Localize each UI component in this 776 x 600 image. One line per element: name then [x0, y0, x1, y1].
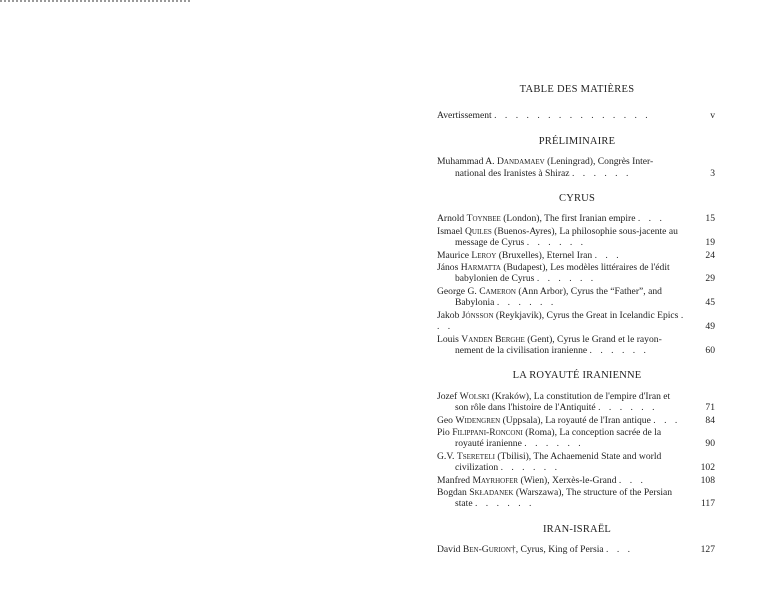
section-heading: PRÉLIMINAIRE — [538, 135, 616, 147]
page-number: 108 — [700, 474, 715, 486]
page-number: 117 — [700, 498, 715, 510]
entry-title: (Reykjavik), Cyrus the Great in Icelandic Epics — [493, 309, 679, 321]
page-number: 24 — [705, 249, 715, 261]
leader-dots: . . . — [653, 414, 681, 426]
entry-title: (Bruxelles), Eternel Iran — [496, 249, 593, 261]
toc-entry — [437, 250, 717, 261]
entry-title: (Kraków), La constitution de l'empire d'Iran et — [489, 390, 671, 402]
author-first-name: G.V. — [437, 450, 457, 462]
leader-dots: . . . . . . — [475, 498, 535, 510]
page-number: 71 — [705, 402, 715, 414]
author-surname: Vanden Berghe — [461, 333, 525, 345]
author-surname: Tsereteli — [456, 450, 495, 462]
page-number: 84 — [705, 414, 715, 426]
toc-entry — [437, 475, 717, 486]
page-number: 45 — [705, 297, 715, 309]
entry-title: (Roma), La conception sacrée de la — [522, 426, 662, 438]
author-first-name: Jakob — [437, 309, 462, 321]
toc-entry — [437, 334, 717, 357]
leader-dots: . . . . . . — [536, 273, 597, 285]
entry-label: Avertissement — [437, 110, 492, 122]
table-of-contents — [437, 84, 717, 557]
entry-title: (Tbilisi), The Achaemenid State and world — [494, 450, 662, 462]
entry-title: (Warszawa), The structure of the Persian — [513, 486, 673, 498]
page-number: 102 — [700, 462, 715, 474]
author-first-name: Arnold — [437, 213, 467, 225]
entry-title: (Leningrad), Congrès Inter- — [544, 156, 654, 168]
author-first-name: Jozef — [437, 390, 460, 402]
leader-dots: . . . — [437, 309, 687, 333]
leader-dots: . . . . . . — [526, 237, 587, 249]
toc-entry — [437, 156, 717, 179]
page-number: 49 — [705, 321, 715, 333]
author-surname: Dandamaev — [496, 156, 545, 168]
entry-title: (Gent), Cyrus le Grand et le rayon- — [524, 333, 662, 345]
page-title: TABLE DES MATIÈRES — [519, 84, 635, 95]
entry-title-continued: state — [455, 498, 473, 510]
page-number: 19 — [705, 237, 715, 249]
entry-title-continued: royauté iranienne — [455, 438, 522, 450]
toc-entry — [437, 391, 717, 414]
page-number: v — [710, 110, 715, 122]
section-heading: LA ROYAUTÉ IRANIENNE — [512, 370, 642, 382]
author-surname: Mayrhofer — [472, 474, 519, 486]
author-surname: Ben-Gurion — [462, 544, 511, 556]
entry-title-continued: nement de la civilisation iranienne — [455, 344, 588, 356]
author-first-name: Louis — [437, 333, 462, 345]
author-surname: Cameron — [479, 285, 516, 297]
author-surname: Jónsson — [461, 309, 494, 321]
entry-title: (London), The first Iranian empire — [500, 213, 636, 225]
entry-title-continued: Babylonia — [455, 297, 495, 309]
sections-container — [437, 136, 717, 556]
author-first-name: Manfred — [437, 474, 473, 486]
author-surname: Toynbee — [466, 213, 501, 225]
toc-entry — [437, 226, 717, 249]
toc-entry — [437, 427, 717, 450]
leader-dots: . . . — [594, 249, 622, 261]
page-number: 3 — [710, 167, 715, 179]
entry-title-continued: babylonien de Cyrus — [455, 273, 535, 285]
author-first-name: Ismael — [437, 225, 465, 237]
toc-entry — [437, 213, 717, 224]
entry-title: †, Cyrus, King of Persia — [510, 544, 604, 556]
leader-dots: . . . . . . — [524, 438, 584, 450]
entry-title-continued: national des Iranistes à Shiraz — [455, 167, 570, 179]
author-surname: Widengren — [455, 414, 501, 426]
leader-dots: . . . . . . — [496, 297, 557, 309]
author-surname: Harmatta — [460, 262, 501, 274]
page-number: 60 — [705, 344, 715, 356]
author-surname: Quiles — [464, 225, 492, 237]
leader-dots: . . . . . . — [500, 462, 560, 474]
leader-dots: . . . . . . . . . . . . . . . — [494, 110, 651, 122]
author-first-name: David — [437, 544, 463, 556]
top-edge-line — [0, 0, 190, 4]
leader-dots: . . . — [637, 213, 665, 225]
entry-title-continued: son rôle dans l'histoire de l'Antiquité — [455, 402, 596, 414]
entry-title-continued: civilization — [455, 462, 499, 474]
author-first-name: Pio — [437, 426, 453, 438]
entry-title: (Wien), Xerxès-le-Grand — [518, 474, 617, 486]
author-surname: Składanek — [469, 486, 514, 498]
entry-title: (Budapest), Les modèles littéraires de l'édit — [500, 262, 670, 274]
entry-title: (Ann Arbor), Cyrus the “Father”, and — [515, 285, 662, 297]
toc-entry — [437, 262, 717, 285]
author-surname: Filippani-Ronconi — [452, 426, 523, 438]
entry-title-continued: message de Cyrus — [455, 237, 525, 249]
author-first-name: Bogdan — [437, 486, 470, 498]
toc-entry — [437, 286, 717, 309]
author-first-name: George G. — [437, 285, 480, 297]
author-first-name: Muhammad A. — [437, 156, 497, 168]
author-surname: Wolski — [459, 390, 490, 402]
author-first-name: János — [437, 262, 461, 274]
entry-title: (Uppsala), La royauté de l'Iran antique — [500, 414, 651, 426]
section-heading: IRAN-ISRAËL — [542, 523, 612, 535]
toc-entry — [437, 487, 717, 510]
leader-dots: . . . — [618, 474, 646, 486]
toc-entry-front — [437, 110, 717, 121]
author-first-name: Geo — [437, 414, 456, 426]
leader-dots: . . . . . . — [571, 167, 632, 179]
entry-title: (Buenos-Ayres), La philosophie sous-jacente au — [491, 225, 678, 237]
page-number: 29 — [705, 273, 715, 285]
page-number: 127 — [700, 544, 715, 556]
page-number: 90 — [705, 438, 715, 450]
section-heading: CYRUS — [558, 193, 595, 205]
toc-entry — [437, 310, 717, 333]
leader-dots: . . . . . . — [589, 344, 649, 356]
leader-dots: . . . . . . — [598, 402, 658, 414]
page-number: 15 — [705, 213, 715, 225]
toc-entry — [437, 544, 717, 555]
author-first-name: Maurice — [437, 249, 472, 261]
author-surname: Leroy — [471, 249, 497, 261]
toc-entry — [437, 415, 717, 426]
toc-entry — [437, 451, 717, 474]
leader-dots: . . . — [606, 544, 634, 556]
